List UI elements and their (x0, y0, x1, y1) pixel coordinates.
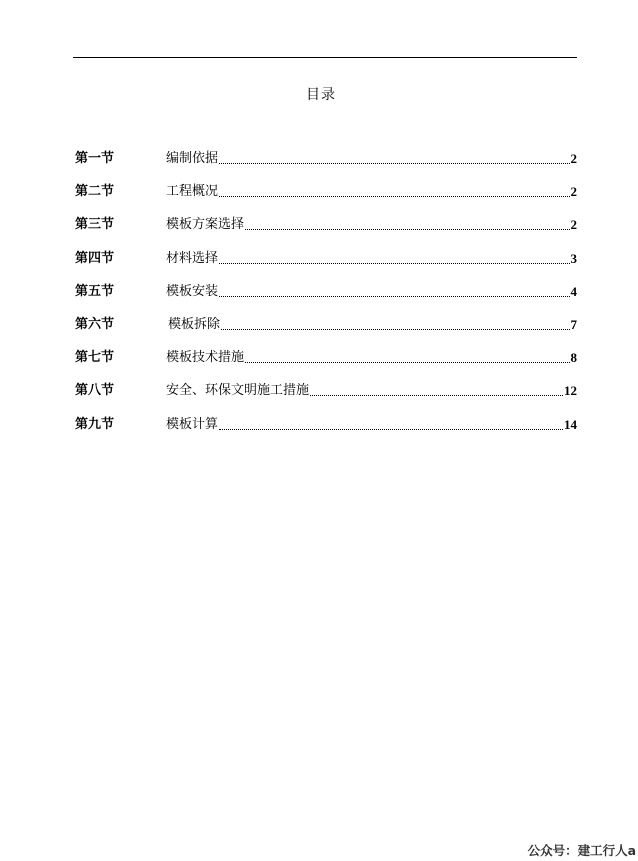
dot-leader (245, 229, 569, 230)
toc-section-title: 模板拆除 (168, 316, 221, 332)
toc-title: 目录 (306, 87, 336, 103)
toc-section-title: 安全、环保文明施工措施 (166, 383, 310, 399)
toc-entry-body (166, 382, 577, 399)
toc-entry-body (166, 250, 577, 267)
toc-page-number: 7 (570, 316, 577, 332)
toc-section-number: 第五节 (75, 283, 115, 299)
dot-leader (221, 329, 569, 330)
dot-leader (219, 296, 569, 297)
toc-page-number: 14 (564, 416, 577, 432)
toc-section-title: 材料选择 (166, 250, 219, 266)
toc-entry-body (166, 349, 577, 366)
toc-section-number: 第六节 (75, 316, 115, 332)
toc-page-number: 2 (570, 184, 577, 200)
toc-entry-body (166, 183, 577, 200)
toc-entry-4[interactable] (75, 250, 577, 283)
dot-leader (245, 362, 569, 363)
toc-entry-2[interactable] (75, 183, 577, 216)
toc-entry-body (166, 416, 577, 433)
toc-section-title: 模板计算 (166, 416, 219, 432)
toc-page-number: 2 (570, 217, 577, 233)
toc-section-title: 工程概况 (166, 184, 219, 200)
toc-page-number: 2 (570, 151, 577, 166)
toc-section-number: 第三节 (75, 217, 115, 233)
toc-page-number: 12 (564, 383, 577, 399)
toc-entry-6[interactable] (75, 316, 577, 349)
toc-section-number: 第七节 (75, 350, 115, 366)
toc-entry-7[interactable] (75, 349, 577, 382)
toc-section-number: 第二节 (75, 184, 115, 200)
toc-entry-3[interactable] (75, 216, 577, 249)
toc-section-title: 模板技术措施 (166, 350, 245, 366)
table-of-contents (75, 150, 577, 449)
toc-entry-body (166, 150, 577, 167)
dot-leader (219, 163, 569, 164)
toc-section-title: 编制依据 (166, 151, 219, 166)
toc-entry-body (166, 216, 577, 233)
toc-page-number: 3 (570, 250, 577, 266)
toc-page-number: 8 (570, 350, 577, 366)
toc-entry-1[interactable] (75, 150, 577, 183)
dot-leader (219, 196, 569, 197)
toc-section-number: 第八节 (75, 383, 115, 399)
toc-section-number: 第四节 (75, 250, 115, 266)
header-rule (73, 57, 577, 58)
toc-entry-9[interactable] (75, 416, 577, 449)
watermark-text: 公众号：建工行人a (527, 843, 636, 858)
dot-leader (219, 429, 563, 430)
dot-leader (310, 395, 563, 396)
toc-section-title: 模板方案选择 (166, 217, 245, 233)
toc-entry-body (166, 283, 577, 300)
dot-leader (219, 263, 569, 264)
toc-entry-8[interactable] (75, 382, 577, 415)
toc-entry-5[interactable] (75, 283, 577, 316)
toc-entry-body (166, 316, 577, 333)
toc-section-number: 第一节 (75, 151, 115, 166)
toc-page-number: 4 (570, 283, 577, 299)
toc-section-number: 第九节 (75, 416, 115, 432)
toc-section-title: 模板安装 (166, 283, 219, 299)
